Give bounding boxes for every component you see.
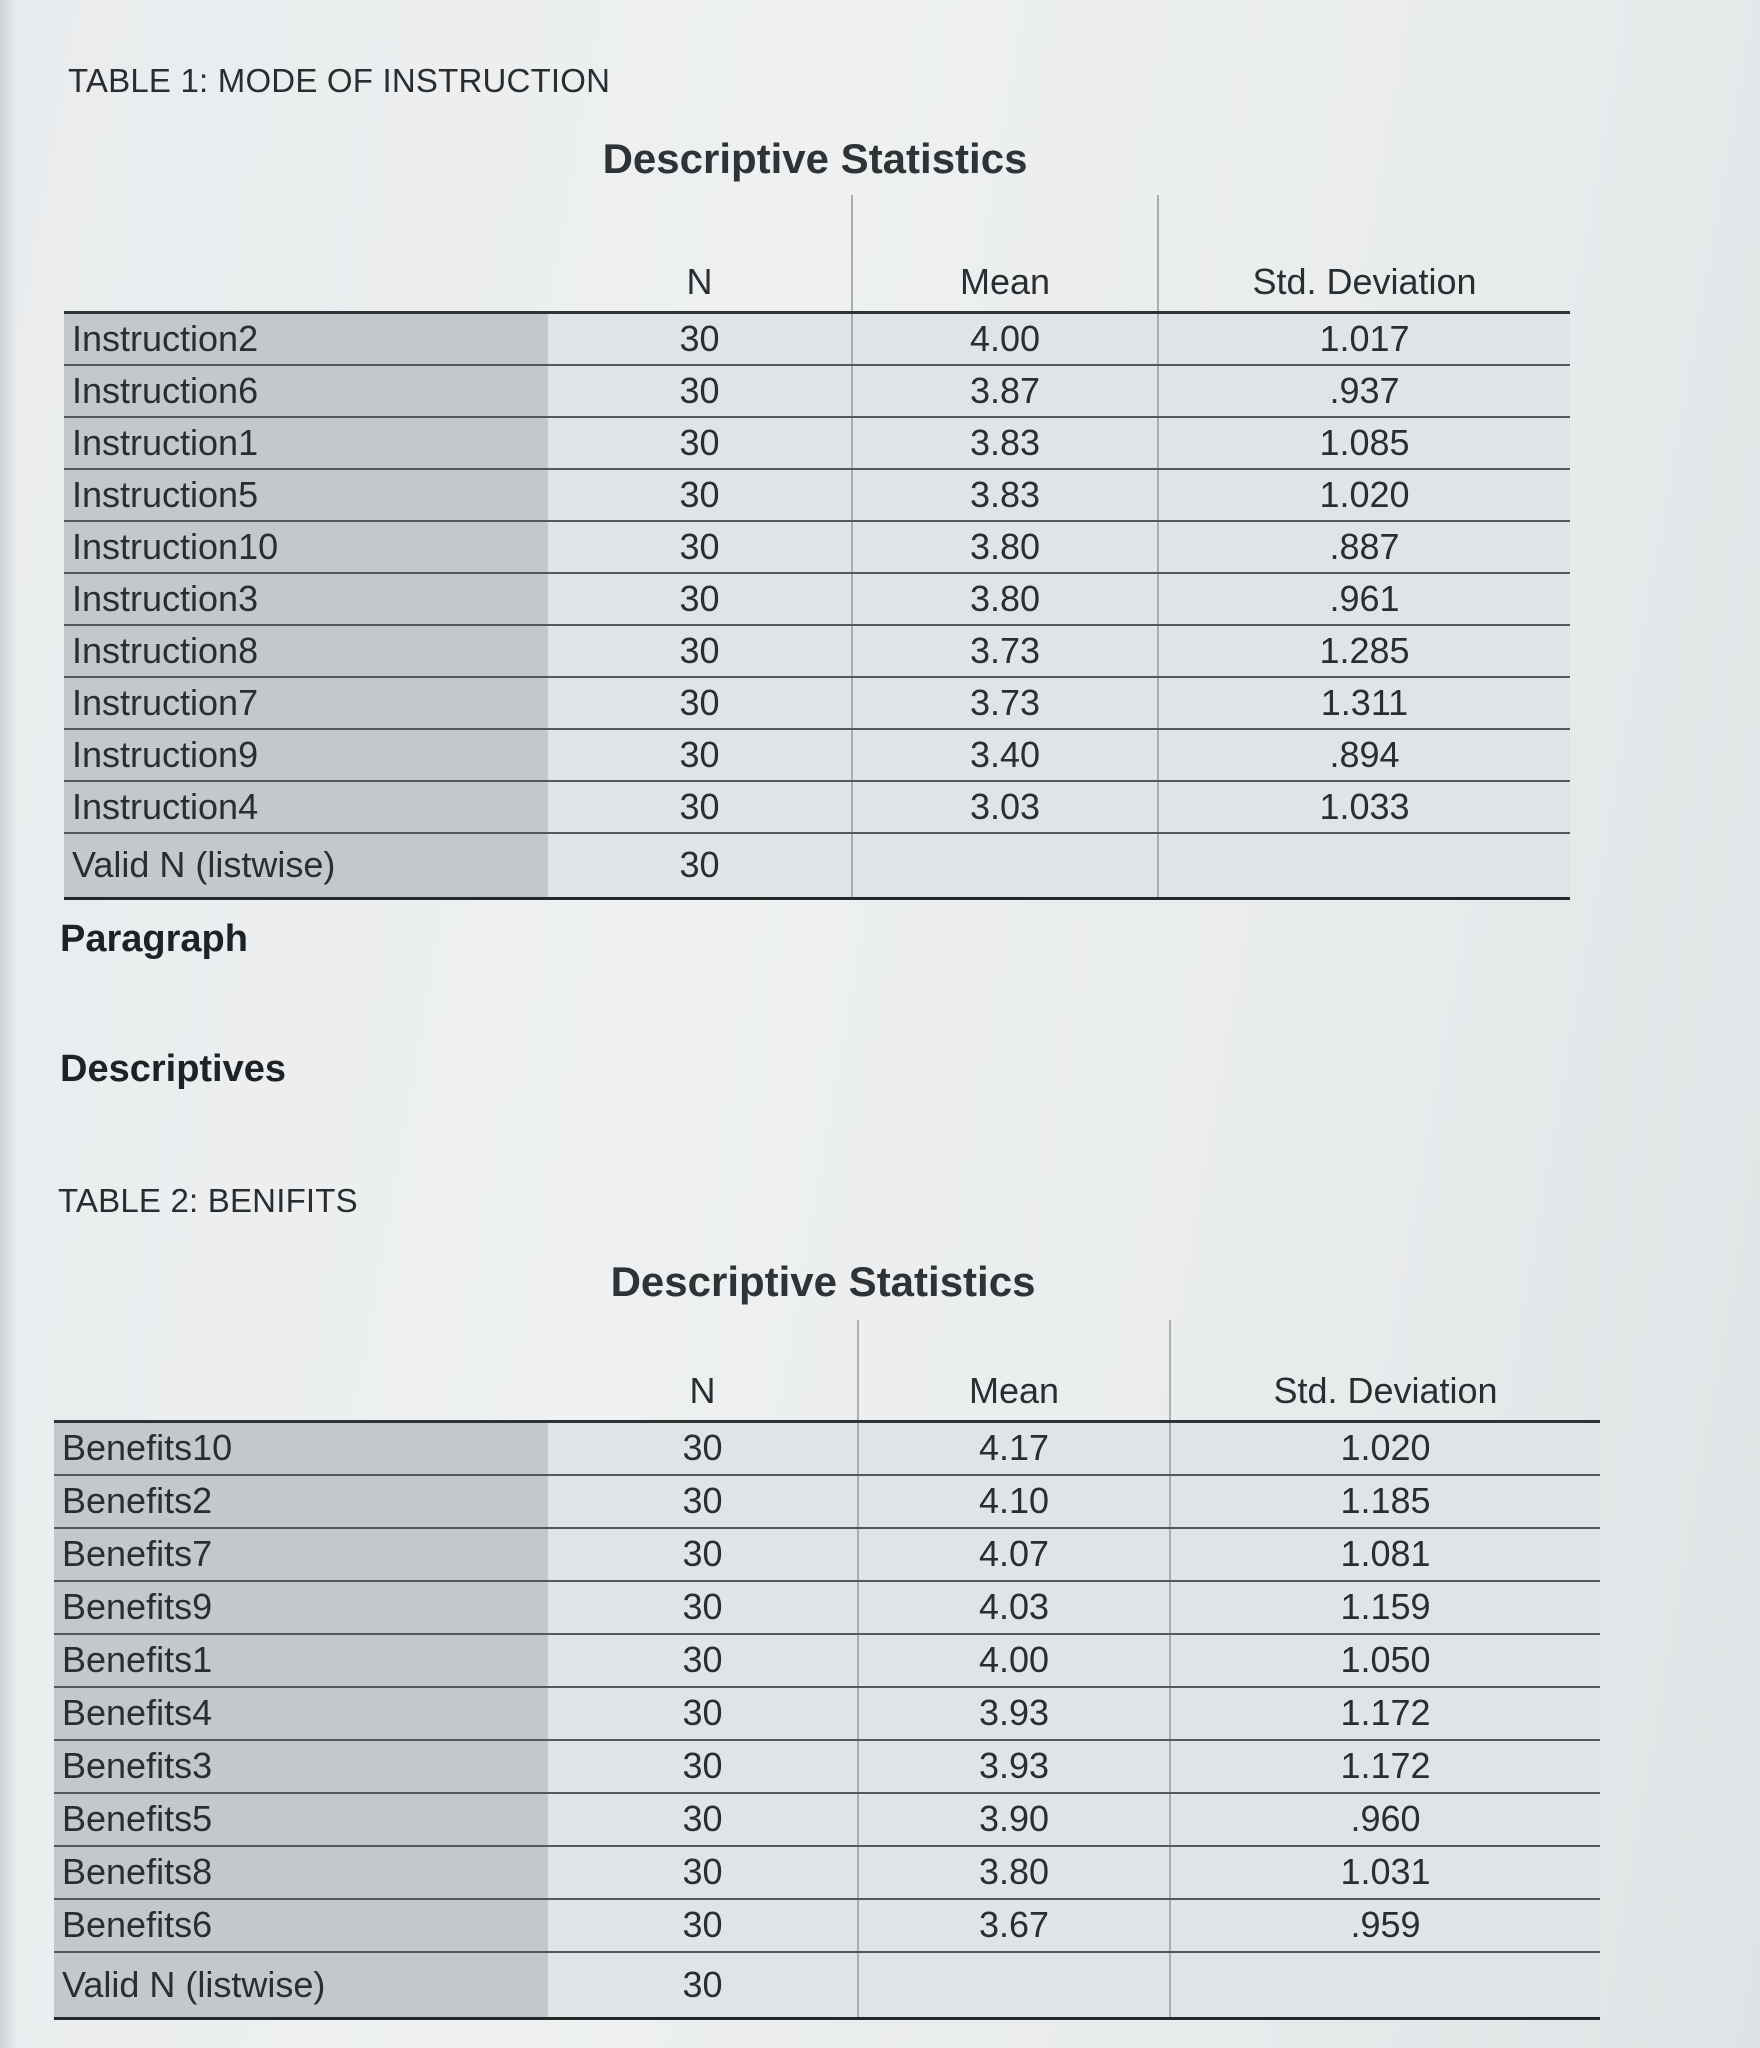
row-sd: 1.020: [1170, 1422, 1600, 1475]
table-row: [64, 677, 1570, 729]
row-label: Instruction10: [64, 521, 548, 573]
row-sd: 1.020: [1158, 469, 1570, 521]
row-label: Instruction1: [64, 417, 548, 469]
row-sd: .959: [1170, 1899, 1600, 1952]
row-mean: 4.03: [858, 1581, 1170, 1634]
row-sd: 1.081: [1170, 1528, 1600, 1581]
table-row: [54, 1740, 1600, 1793]
row-n: 30: [548, 625, 852, 677]
row-label: Instruction7: [64, 677, 548, 729]
table1-title: Descriptive Statistics: [602, 135, 1028, 182]
table2-header-mean: Mean: [858, 1370, 1170, 1422]
row-n: 30: [548, 781, 852, 833]
row-mean: 4.17: [858, 1422, 1170, 1475]
row-mean: 4.10: [858, 1475, 1170, 1528]
table1-header-sd: Std. Deviation: [1158, 261, 1570, 313]
table-row: [54, 1581, 1600, 1634]
row-mean: 3.40: [852, 729, 1158, 781]
table-row: [64, 417, 1570, 469]
row-label: Benefits9: [54, 1581, 548, 1634]
row-n: 30: [548, 365, 852, 417]
row-label: Benefits2: [54, 1475, 548, 1528]
table-row: [54, 1528, 1600, 1581]
row-mean: 3.03: [852, 781, 1158, 833]
row-label: Benefits5: [54, 1793, 548, 1846]
table2-descriptive-statistics: [54, 1320, 1600, 2020]
row-mean: 3.80: [852, 573, 1158, 625]
row-mean: 3.73: [852, 625, 1158, 677]
row-mean: 3.67: [858, 1899, 1170, 1952]
row-label: Benefits8: [54, 1846, 548, 1899]
row-label: Instruction2: [64, 313, 548, 365]
row-label: Instruction3: [64, 573, 548, 625]
row-sd: 1.285: [1158, 625, 1570, 677]
valid-n-mean-empty: [858, 1952, 1170, 2019]
row-sd: 1.050: [1170, 1634, 1600, 1687]
table-row: [64, 313, 1570, 365]
table2-title: Descriptive Statistics: [610, 1258, 1036, 1305]
row-sd: 1.311: [1158, 677, 1570, 729]
table2-header-n: N: [548, 1370, 858, 1422]
row-mean: 3.90: [858, 1793, 1170, 1846]
row-sd: 1.085: [1158, 417, 1570, 469]
row-n: 30: [548, 1634, 858, 1687]
table-row: [54, 1475, 1600, 1528]
valid-n-value: 30: [548, 833, 852, 899]
row-mean: 4.07: [858, 1528, 1170, 1581]
row-n: 30: [548, 1422, 858, 1475]
row-label: Instruction4: [64, 781, 548, 833]
table-row: [54, 1793, 1600, 1846]
row-n: 30: [548, 417, 852, 469]
table2-header-blank: [54, 1370, 548, 1422]
table-row: [64, 781, 1570, 833]
row-sd: .960: [1170, 1793, 1600, 1846]
row-sd: .894: [1158, 729, 1570, 781]
row-sd: 1.172: [1170, 1687, 1600, 1740]
row-mean: 3.80: [852, 521, 1158, 573]
row-n: 30: [548, 1740, 858, 1793]
row-sd: 1.033: [1158, 781, 1570, 833]
table1-caption: TABLE 1: MODE OF INSTRUCTION: [68, 62, 611, 99]
valid-n-sd-empty: [1170, 1952, 1600, 2019]
row-sd: 1.172: [1170, 1740, 1600, 1793]
row-label: Instruction9: [64, 729, 548, 781]
row-label: Instruction6: [64, 365, 548, 417]
row-n: 30: [548, 1475, 858, 1528]
table-row: [54, 1422, 1600, 1475]
row-n: 30: [548, 1687, 858, 1740]
table-row: [64, 625, 1570, 677]
row-n: 30: [548, 313, 852, 365]
row-mean: 3.73: [852, 677, 1158, 729]
row-n: 30: [548, 1581, 858, 1634]
table1-header-mean: Mean: [852, 261, 1158, 313]
row-sd: .937: [1158, 365, 1570, 417]
page-edge: [0, 0, 16, 2048]
table2-caption: TABLE 2: BENIFITS: [58, 1182, 358, 1219]
valid-n-sd-empty: [1158, 833, 1570, 899]
valid-n-value: 30: [548, 1952, 858, 2019]
row-n: 30: [548, 521, 852, 573]
table2-header-sd: Std. Deviation: [1170, 1370, 1600, 1422]
row-n: 30: [548, 677, 852, 729]
row-mean: 3.93: [858, 1687, 1170, 1740]
row-label: Instruction5: [64, 469, 548, 521]
row-mean: 3.80: [858, 1846, 1170, 1899]
row-label: Benefits3: [54, 1740, 548, 1793]
table-row: [64, 521, 1570, 573]
table-row: [64, 365, 1570, 417]
descriptives-heading: Descriptives: [60, 1048, 287, 1090]
table-row: [54, 1899, 1600, 1952]
row-sd: .887: [1158, 521, 1570, 573]
table-row: [64, 729, 1570, 781]
table-row: [64, 573, 1570, 625]
table1-descriptive-statistics: [64, 195, 1570, 900]
valid-n-label: Valid N (listwise): [54, 1952, 548, 2019]
row-sd: 1.185: [1170, 1475, 1600, 1528]
row-n: 30: [548, 1899, 858, 1952]
row-sd: 1.031: [1170, 1846, 1600, 1899]
table-row: [54, 1846, 1600, 1899]
row-sd: .961: [1158, 573, 1570, 625]
row-n: 30: [548, 469, 852, 521]
row-sd: 1.017: [1158, 313, 1570, 365]
row-label: Benefits10: [54, 1422, 548, 1475]
row-n: 30: [548, 1793, 858, 1846]
row-sd: 1.159: [1170, 1581, 1600, 1634]
row-n: 30: [548, 729, 852, 781]
row-n: 30: [548, 1846, 858, 1899]
row-mean: 4.00: [852, 313, 1158, 365]
valid-n-row: [54, 1952, 1600, 2019]
row-label: Benefits4: [54, 1687, 548, 1740]
table-row: [54, 1634, 1600, 1687]
row-label: Benefits7: [54, 1528, 548, 1581]
row-label: Instruction8: [64, 625, 548, 677]
row-label: Benefits1: [54, 1634, 548, 1687]
table1-body: [64, 313, 1570, 899]
row-mean: 3.93: [858, 1740, 1170, 1793]
valid-n-label: Valid N (listwise): [64, 833, 548, 899]
table1-header-blank: [64, 261, 548, 313]
row-n: 30: [548, 573, 852, 625]
row-n: 30: [548, 1528, 858, 1581]
table-row: [54, 1687, 1600, 1740]
valid-n-row: [64, 833, 1570, 899]
paragraph-heading: Paragraph: [60, 918, 248, 960]
valid-n-mean-empty: [852, 833, 1158, 899]
row-mean: 3.83: [852, 469, 1158, 521]
row-mean: 3.87: [852, 365, 1158, 417]
table2-body: [54, 1422, 1600, 2019]
row-mean: 3.83: [852, 417, 1158, 469]
row-label: Benefits6: [54, 1899, 548, 1952]
row-mean: 4.00: [858, 1634, 1170, 1687]
table-row: [64, 469, 1570, 521]
table1-header-n: N: [548, 261, 852, 313]
